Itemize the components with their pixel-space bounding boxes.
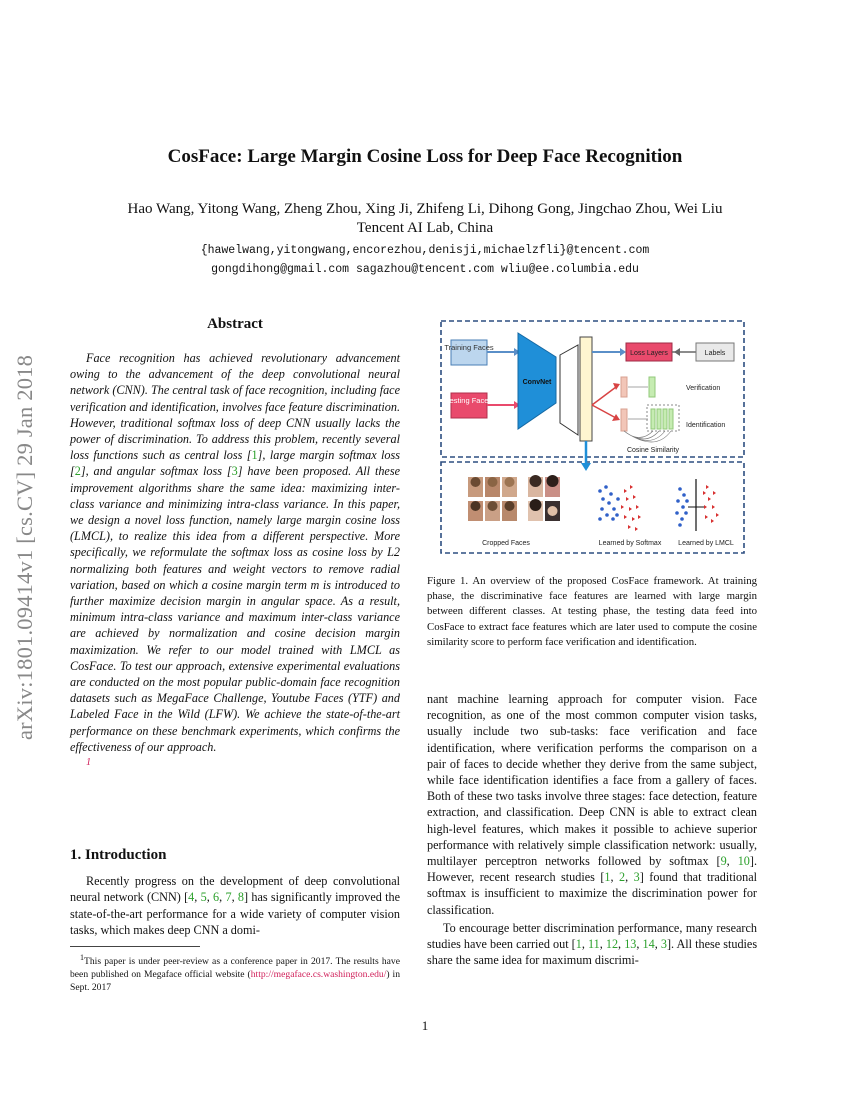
citation-link[interactable]: 9	[720, 854, 727, 869]
citation-link[interactable]: 1	[575, 937, 582, 952]
softmax-scatter	[598, 485, 641, 531]
author-list: Hao Wang, Yitong Wang, Zheng Zhou, Xing Ji, Zhifeng Li, Dihong Gong, Jingchao Zhou, Wei Liu	[127, 201, 723, 217]
affiliation: Tencent AI Lab, China	[356, 220, 494, 236]
citation-link[interactable]: 14	[642, 937, 655, 952]
figure-1-diagram	[440, 319, 746, 555]
megaface-link[interactable]: http://megaface.cs.washington.edu/	[250, 969, 387, 981]
labels-label: Labels	[704, 350, 726, 357]
verify-feature-a	[621, 377, 627, 397]
email-line-1: {hawelwang,yitongwang,encorezhou,denisji,michaelzfli}@tencent.com	[200, 244, 650, 257]
verification-label: Verification	[686, 385, 721, 392]
lmcl-scatter	[675, 479, 719, 531]
lmcl-label: Learned by LMCL	[678, 540, 734, 547]
identify-feature-probe	[621, 409, 627, 431]
citation-link[interactable]: 3	[231, 464, 238, 479]
identify-arrow	[592, 405, 616, 418]
footnote: $^1$This paper is under peer-review as a conference paper in 2017. The results have been published on Megaface official website (http://megaface.cs.washington.edu/) in Sept. 2017	[70, 953, 400, 994]
right-column-body	[427, 691, 757, 968]
identification-label: Identification	[686, 422, 726, 429]
citation-link[interactable]: 1	[604, 870, 611, 885]
citation-link[interactable]: 12	[605, 937, 619, 952]
citation-link[interactable]: 11	[587, 937, 600, 952]
footnote-marker[interactable]: 1	[86, 757, 92, 769]
email-line-2: gongdihong@gmail.com sagazhou@tencent.com wliu@ee.columbia.edu	[211, 263, 639, 276]
verify-feature-b	[649, 377, 655, 397]
citation-link[interactable]: 4	[188, 890, 195, 905]
author-block	[0, 200, 850, 238]
section-heading-introduction: 1. Introduction	[70, 847, 167, 863]
citation-link[interactable]: 5	[200, 890, 207, 905]
citation-link[interactable]: 2	[74, 464, 81, 479]
abstract-text: Face recognition has achieved revolutionary advancement owing to the advancement of the deep convolutional neural network (CNN). The central task of face recognition, including face verification and identification, involves face feature discrimination. However, traditional softmax loss of deep CNN usually lacks the power of discrimination. To address this problem, recently several loss functions such as central loss [1], large margin softmax loss [2], and angular softmax loss [3] have been proposed. All these improvement algorithms share the same idea: maximizing inter-class variance and minimizing intra-class variance. In this paper, we design a novel loss function, namely large margin cosine loss (LMCL), to realize this idea from a different perspective. More specifically, we reformulate the softmax loss as cosine loss by L2 normalizing both features and weight vectors to remove radial variation, based on which a cosine margin term m is introduced to further maximize decision margin in angular space. As a result, minimum intra-class variance and maximum inter-class variance are achieved by normalization and cosine decision margin maximization. We refer to our model trained with LMCL as CosFace. To test our approach, extensive experimental evaluations are conducted on the most popular public-domain face recognition datasets such as MegaFace Challenge, Youtube Faces (YTF) and Labeled Face in the Wild (LFW). We achieve the state-of-the-art performance on these benchmark experiments, which confirms the effectiveness of our approach. $^1$	[70, 351, 400, 769]
arxiv-id: arXiv:1801.09414v1 [cs.CV] 29 Jan 2018	[12, 354, 37, 740]
citation-link[interactable]: 8	[237, 890, 245, 905]
feature-vector	[580, 337, 592, 441]
cropped-faces-label: Cropped Faces	[482, 540, 530, 547]
citation-link[interactable]: 2	[619, 870, 626, 885]
body-paragraph: To encourage better discrimination performance, many research studies have been carried out [1, 11, 12, 13, 14, 3]. All these studies share the same idea for maximum discrimi-	[427, 920, 758, 968]
testing-faces-label: Testing Faces	[445, 396, 493, 405]
loss-layers-label: Loss Layers	[630, 350, 668, 357]
feature-layer-1	[560, 345, 578, 435]
citation-link[interactable]: 3	[660, 937, 667, 952]
citation-link[interactable]: 6	[213, 890, 220, 905]
convnet-label: ConvNet	[522, 379, 552, 386]
citation-link[interactable]: 13	[624, 937, 637, 952]
softmax-label: Learned by Softmax	[598, 540, 662, 547]
footnote-rule	[70, 946, 200, 947]
cosine-similarity-label: Cosine Similarity	[626, 447, 680, 454]
paper-title: CosFace: Large Margin Cosine Loss for Deep Face Recognition	[167, 146, 683, 167]
citation-link[interactable]: 10	[737, 854, 750, 869]
body-paragraph: nant machine learning approach for computer vision. Face recognition, as one of the most common computer vision tasks, usually include two sub-tasks: face verification and face identification, where verification performs the comparison on a pair of faces to decide whether they derive from the same subject, while face identification identifies a face from a gallery of faces. Both of these two tasks involve three stages: face detection, feature extraction, and classification. Deep CNN is able to extract clean high-level features, which makes it possible to achieve superior performance with relatively simple classification network: usually, multilayer perceptron networks followed by softmax [9, 10]. However, recent research studies [1, 2, 3] found that traditional softmax is insufficient to maximize the discrimination power for classification.	[427, 692, 758, 917]
page-number: 1	[421, 1018, 429, 1033]
similarity-arcs	[624, 431, 671, 442]
arxiv-stamp	[12, 300, 36, 740]
email-block	[0, 241, 850, 279]
abstract-heading: Abstract	[207, 316, 263, 332]
citation-link[interactable]: 1	[251, 448, 258, 463]
verify-arrow	[592, 387, 616, 405]
cropped-faces-grid	[468, 475, 560, 521]
intro-paragraph: Recently progress on the development of deep convolutional neural network (CNN) [4, 5, 6, 7, 8] has significantly improved the state-of-the-art performance for a wide variety of computer vision tasks, which makes deep CNN a domi-	[70, 874, 401, 937]
citation-link[interactable]: 3	[633, 870, 640, 885]
figure-1-caption: Figure 1. An overview of the proposed CosFace framework. At training phase, the discriminative face features are learned with large margin between different classes. At testing phase, the testing data feed into CosFace to extract face features which are later used to compute the cosine similarity score to perform face verification and identification.	[427, 575, 757, 648]
training-faces-label: Training Faces	[444, 343, 494, 352]
citation-link[interactable]: 7	[225, 890, 232, 905]
